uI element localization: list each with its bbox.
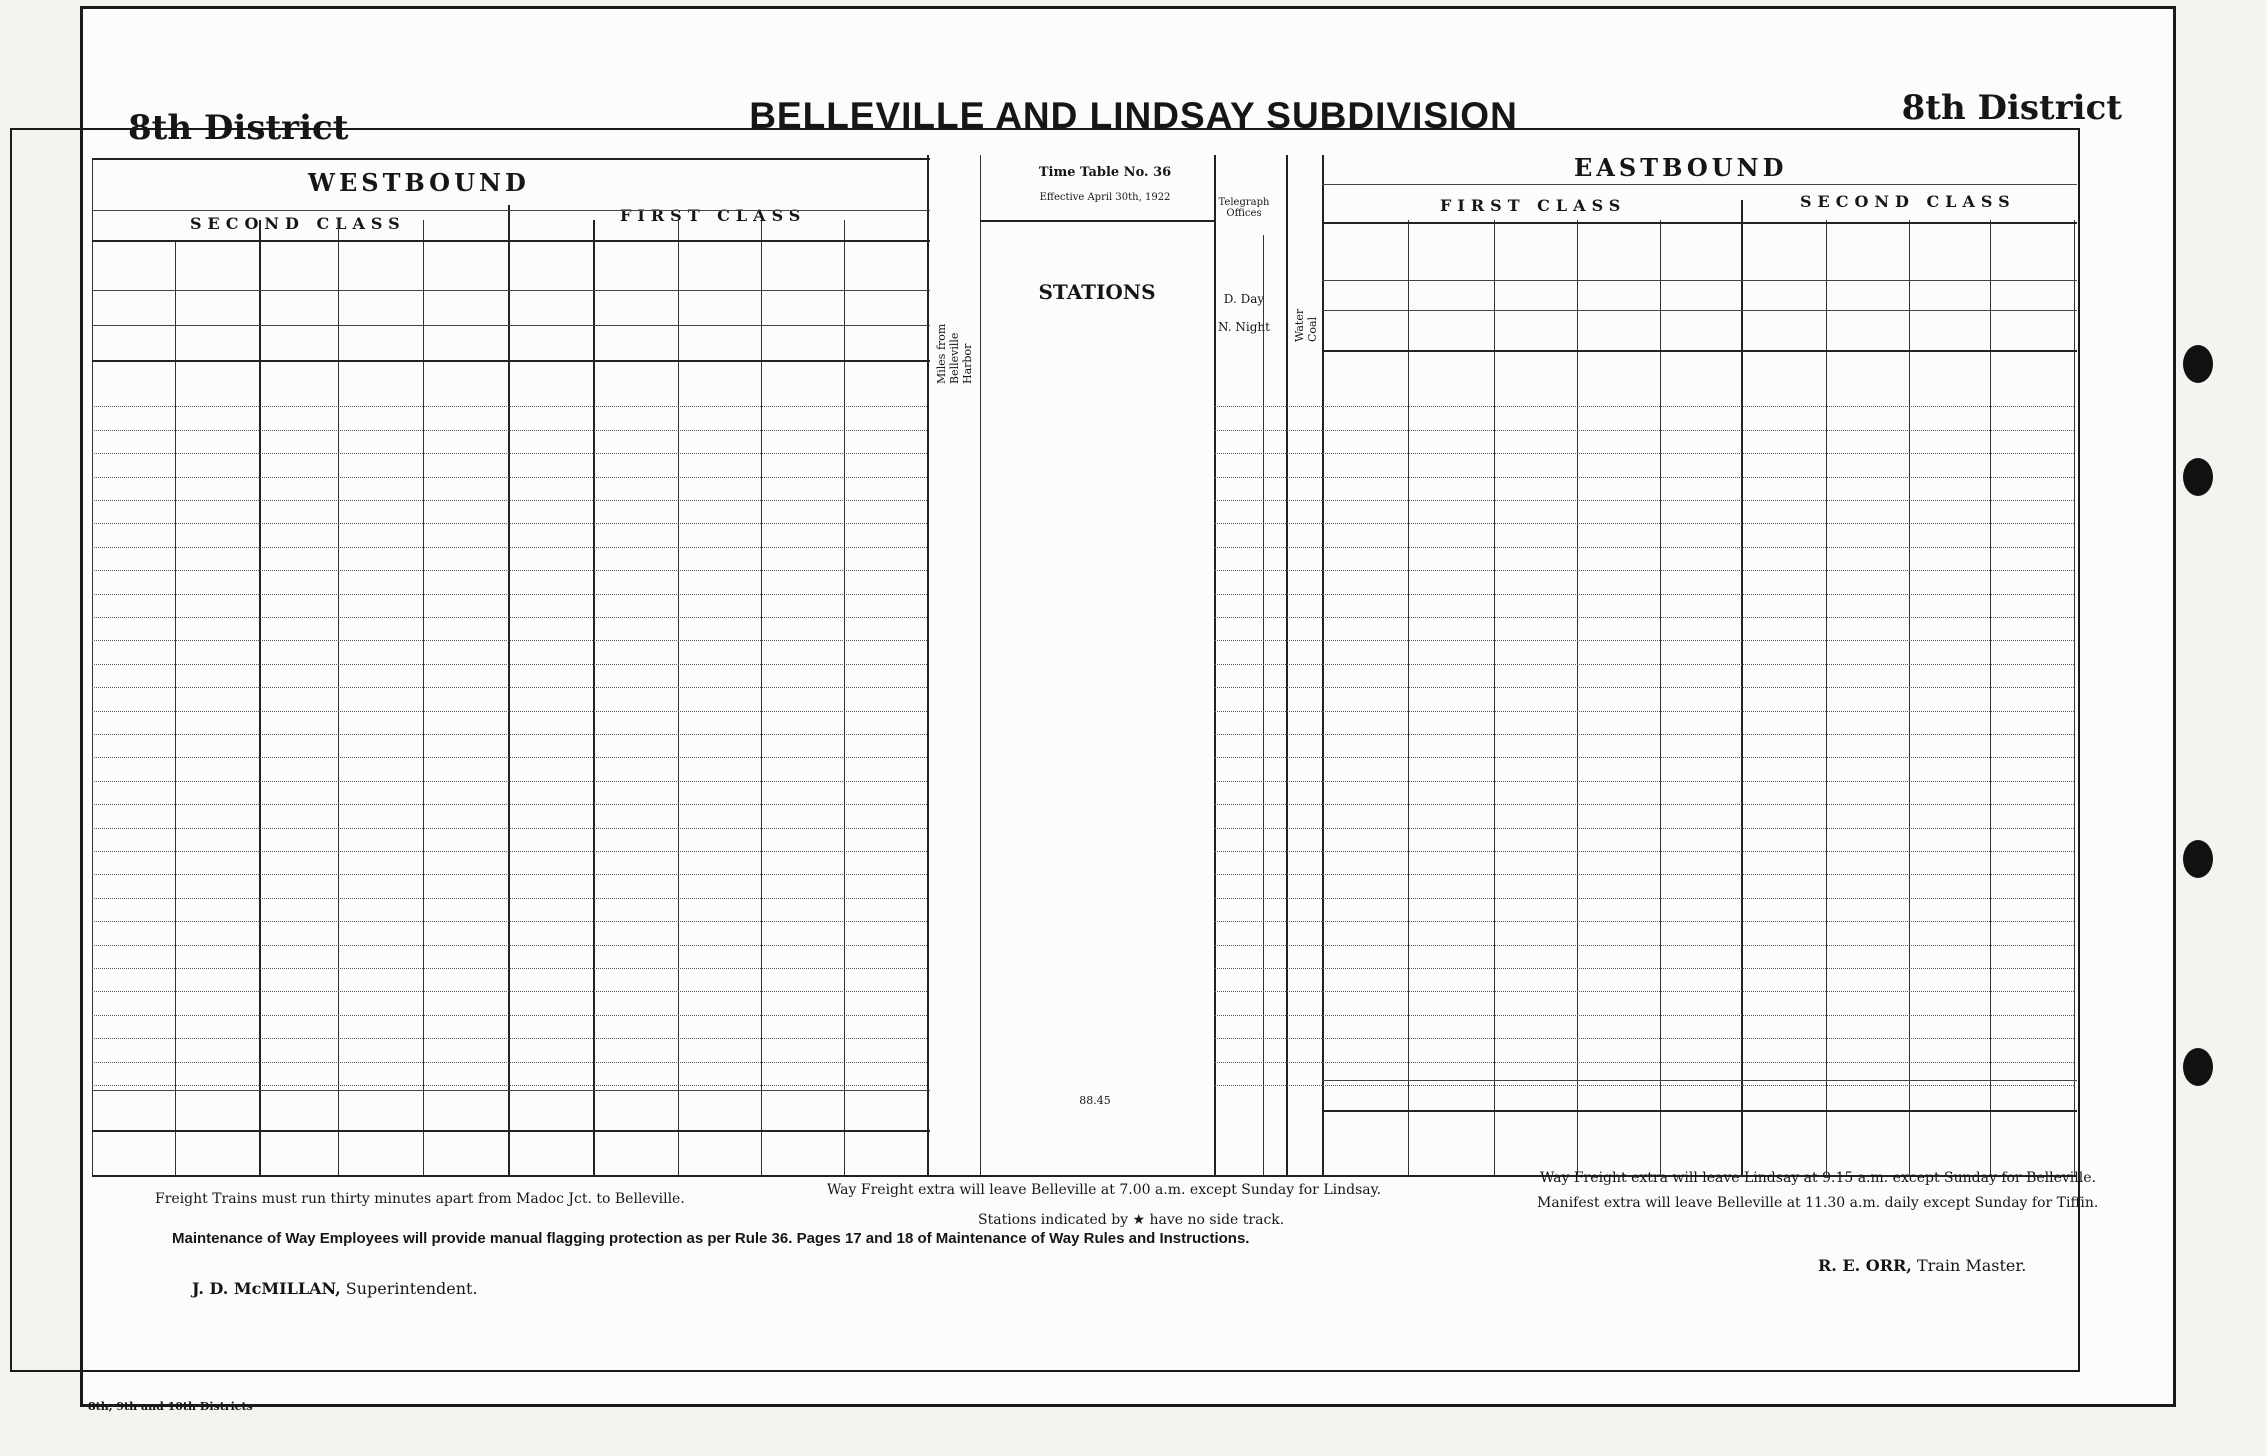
trainmaster-name: R. E. ORR, <box>1818 1256 1912 1275</box>
row-guide <box>1214 687 1322 688</box>
row-guide <box>92 945 927 946</box>
westbound-first-class: FIRST CLASS <box>620 206 807 225</box>
row-guide <box>1322 430 2074 431</box>
row-guide <box>1322 734 2074 735</box>
row-guide <box>1214 1015 1322 1016</box>
footer-note-manifest: Manifest extra will leave Belleville at 11.30 a.m. daily except Sunday for Tiffin. <box>1537 1195 2099 1211</box>
row-guide <box>92 453 927 454</box>
row-guide <box>92 640 927 641</box>
row-guide <box>1322 781 2074 782</box>
row-guide <box>1322 500 2074 501</box>
row-guide <box>1322 851 2074 852</box>
column-divider <box>423 220 424 1175</box>
row-guide <box>1322 711 2074 712</box>
row-guide <box>1322 523 2074 524</box>
column-divider <box>593 220 595 1175</box>
row-guide <box>1214 570 1322 571</box>
row-guide <box>1322 804 2074 805</box>
row-guide <box>92 594 927 595</box>
column-divider <box>678 220 679 1175</box>
row-guide <box>1214 781 1322 782</box>
row-guide <box>1322 757 2074 758</box>
column-divider <box>1214 155 1216 1175</box>
row-guide <box>1322 617 2074 618</box>
column-divider <box>1826 220 1827 1175</box>
eastbound-label: EASTBOUND <box>1574 153 1788 182</box>
footer-note-way-freight-belleville: Way Freight extra will leave Belleville at 7.00 a.m. except Sunday for Lindsay. <box>827 1182 1382 1198</box>
row-divider <box>1322 222 2077 224</box>
timetable-effective: Effective April 30th, 1922 <box>1039 192 1171 203</box>
row-guide <box>92 898 927 899</box>
row-guide <box>92 1015 927 1016</box>
row-divider <box>980 220 1214 222</box>
row-guide <box>1214 804 1322 805</box>
row-guide <box>92 430 927 431</box>
water-coal-heading: Water Coal <box>1293 308 1319 342</box>
row-divider <box>1322 1110 2077 1112</box>
eastbound-second-class: SECOND CLASS <box>1800 192 2016 211</box>
row-divider <box>1322 280 2077 281</box>
row-divider <box>1322 310 2077 311</box>
row-guide <box>1214 640 1322 641</box>
westbound-label: WESTBOUND <box>308 168 530 197</box>
row-guide <box>1214 734 1322 735</box>
row-guide <box>92 781 927 782</box>
row-guide <box>1322 570 2074 571</box>
row-divider <box>92 158 930 160</box>
superintendent-name: J. D. McMILLAN, <box>192 1279 341 1298</box>
row-guide <box>92 1062 927 1063</box>
column-divider <box>175 240 176 1175</box>
row-guide <box>1322 945 2074 946</box>
superintendent-title: Superintendent. <box>345 1279 478 1298</box>
footer-note-freight: Freight Trains must run thirty minutes apart from Madoc Jct. to Belleville. <box>155 1191 685 1207</box>
row-divider <box>92 1130 930 1132</box>
row-divider <box>92 1090 930 1091</box>
row-guide <box>1322 477 2074 478</box>
row-guide <box>1214 991 1322 992</box>
trainmaster-title: Train Master. <box>1916 1256 2027 1275</box>
row-guide <box>1214 1085 1322 1086</box>
row-guide <box>92 1085 927 1086</box>
eastbound-first-class: FIRST CLASS <box>1440 196 1627 215</box>
row-guide <box>92 828 927 829</box>
column-divider <box>2074 220 2075 1175</box>
day-heading: D. Day <box>1223 292 1265 306</box>
row-guide <box>1214 430 1322 431</box>
row-guide <box>92 991 927 992</box>
stations-heading: STATIONS <box>1038 280 1156 304</box>
row-guide <box>92 1038 927 1039</box>
row-guide <box>1322 1085 2074 1086</box>
row-guide <box>92 874 927 875</box>
row-divider <box>92 360 930 362</box>
row-guide <box>92 757 927 758</box>
column-divider <box>980 155 981 1175</box>
row-guide <box>1214 921 1322 922</box>
row-guide <box>92 570 927 571</box>
district-label-right: 8th District <box>1901 88 2122 128</box>
row-guide <box>1214 945 1322 946</box>
row-guide <box>1214 500 1322 501</box>
row-guide <box>1322 406 2074 407</box>
row-guide <box>1214 828 1322 829</box>
binder-hole <box>2183 840 2213 878</box>
row-guide <box>1322 1015 2074 1016</box>
row-guide <box>1214 477 1322 478</box>
row-guide <box>92 711 927 712</box>
row-guide <box>1214 898 1322 899</box>
column-divider <box>1263 235 1264 1175</box>
column-divider <box>844 220 845 1175</box>
telegraph-heading: Telegraph Offices <box>1218 197 1270 219</box>
row-divider <box>1322 1080 2077 1081</box>
row-guide <box>1214 617 1322 618</box>
column-divider <box>761 220 762 1175</box>
row-guide <box>1214 453 1322 454</box>
row-guide <box>1322 874 2074 875</box>
row-guide <box>92 804 927 805</box>
column-divider <box>1660 220 1661 1175</box>
row-guide <box>92 523 927 524</box>
row-guide <box>1322 664 2074 665</box>
row-guide <box>1214 406 1322 407</box>
row-guide <box>1322 1062 2074 1063</box>
row-guide <box>1214 757 1322 758</box>
row-guide <box>1322 687 2074 688</box>
row-guide <box>1214 594 1322 595</box>
row-guide <box>1214 547 1322 548</box>
row-guide <box>1322 453 2074 454</box>
timetable-number: Time Table No. 36 <box>1038 165 1172 180</box>
row-guide <box>1322 640 2074 641</box>
column-divider <box>1494 220 1495 1175</box>
row-guide <box>92 547 927 548</box>
footer-note-way-freight-lindsay: Way Freight extra will leave Lindsay at 9.15 a.m. except Sunday for Belleville. <box>1540 1170 2096 1186</box>
row-guide <box>92 851 927 852</box>
row-guide <box>1214 523 1322 524</box>
column-divider <box>1990 220 1991 1175</box>
miles-heading: Miles from Belleville Harbor <box>935 323 974 384</box>
column-divider <box>508 205 510 1175</box>
column-divider <box>927 155 929 1175</box>
binder-hole <box>2183 458 2213 496</box>
row-guide <box>92 477 927 478</box>
row-guide <box>92 734 927 735</box>
row-guide <box>92 968 927 969</box>
night-heading: N. Night <box>1218 320 1270 334</box>
row-guide <box>1322 968 2074 969</box>
binder-hole <box>2183 345 2213 383</box>
row-guide <box>92 687 927 688</box>
column-divider <box>338 220 339 1175</box>
row-divider <box>92 325 930 326</box>
row-divider <box>1322 350 2077 352</box>
row-guide <box>1214 874 1322 875</box>
binder-hole <box>2183 1048 2213 1086</box>
row-guide <box>1214 851 1322 852</box>
row-guide <box>1322 828 2074 829</box>
row-guide <box>1322 547 2074 548</box>
row-divider <box>1322 184 2077 185</box>
row-guide <box>1322 594 2074 595</box>
row-guide <box>1214 664 1322 665</box>
corner-note: 8th, 9th and 10th Districts <box>88 1400 253 1413</box>
column-divider <box>92 160 93 1175</box>
footer-maintenance-notice: Maintenance of Way Employees will provide manual flagging protection as per Rule 36. Pages 17 and 18 of Maintenance of Way Rules and Instructions. <box>172 1230 1250 1247</box>
row-guide <box>1322 1038 2074 1039</box>
row-guide <box>1322 921 2074 922</box>
row-guide <box>92 921 927 922</box>
row-guide <box>92 500 927 501</box>
column-divider <box>1909 220 1910 1175</box>
district-label-left: 8th District <box>128 108 349 148</box>
row-guide <box>1214 968 1322 969</box>
footer-note-stations: Stations indicated by ★ have no side track. <box>978 1212 1285 1228</box>
westbound-second-class: SECOND CLASS <box>190 214 406 233</box>
row-divider <box>92 240 930 242</box>
row-guide <box>92 664 927 665</box>
row-guide <box>1322 991 2074 992</box>
page-title: BELLEVILLE AND LINDSAY SUBDIVISION <box>749 95 1518 136</box>
column-divider <box>1322 155 1324 1175</box>
row-guide <box>1214 1038 1322 1039</box>
total-miles: 88.45 <box>1079 1094 1111 1107</box>
row-guide <box>92 617 927 618</box>
row-guide <box>1322 898 2074 899</box>
row-divider <box>92 210 930 211</box>
column-divider <box>1286 155 1288 1175</box>
column-divider <box>259 220 261 1175</box>
column-divider <box>1408 220 1409 1175</box>
row-guide <box>1214 1062 1322 1063</box>
row-divider <box>92 290 930 291</box>
row-guide <box>1214 711 1322 712</box>
column-divider <box>1577 220 1578 1175</box>
row-guide <box>92 406 927 407</box>
